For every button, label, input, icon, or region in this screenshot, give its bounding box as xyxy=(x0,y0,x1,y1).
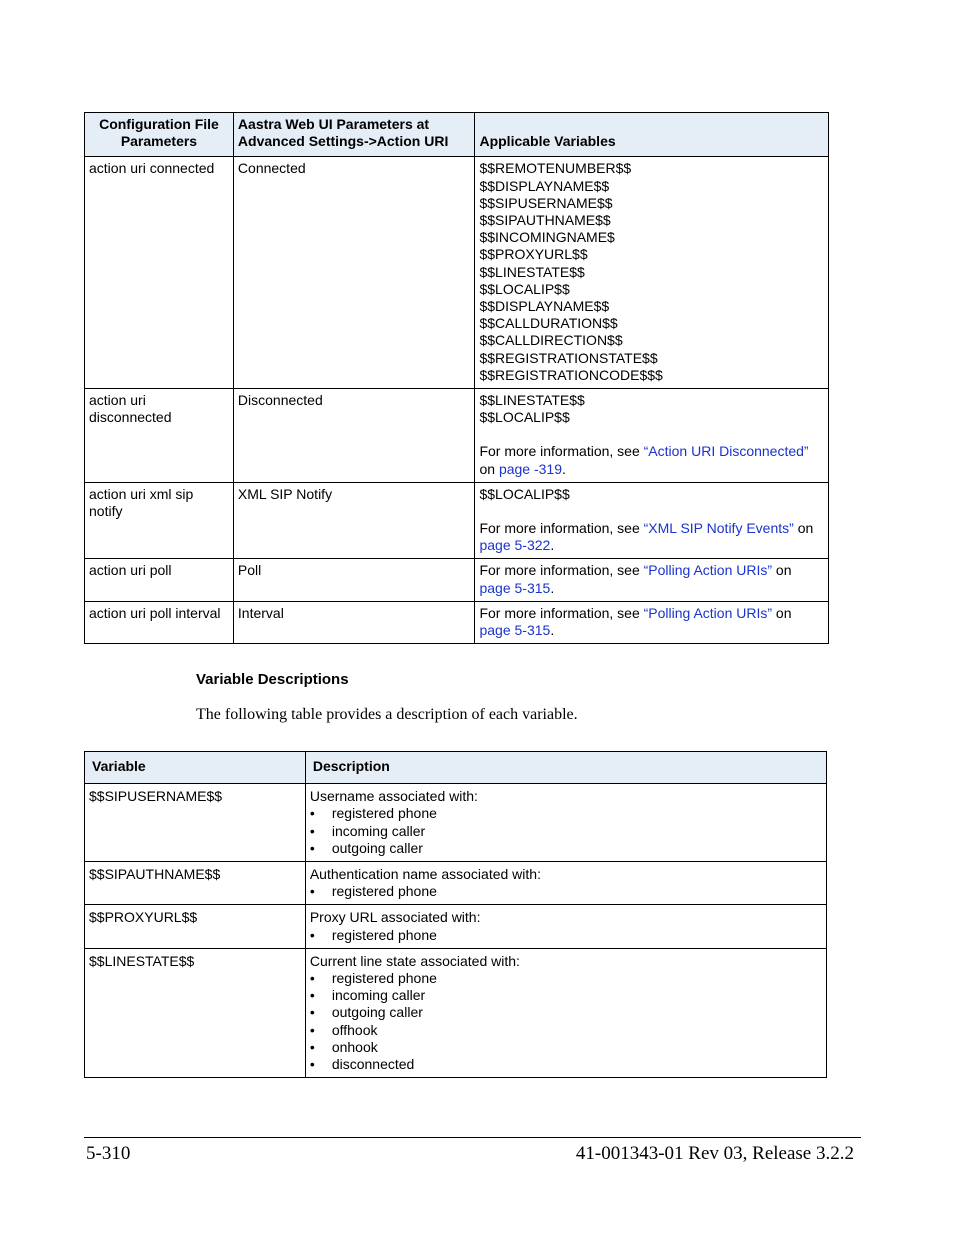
variable-name: $$LOCALIP$$ xyxy=(479,280,570,297)
config-param-cell: action uri connected xyxy=(85,157,234,389)
description-text: Proxy URL associated with: xyxy=(309,909,481,926)
table-row xyxy=(85,389,829,483)
more-info-text xyxy=(479,605,824,639)
more-info-prefix: For more information, see xyxy=(479,520,644,537)
table-header-row xyxy=(85,113,829,157)
applicable-variables-cell xyxy=(475,601,829,643)
config-param-cell: action uri disconnected xyxy=(85,389,234,483)
cross-reference-link[interactable]: “Polling Action URIs” xyxy=(643,562,773,579)
description-cell xyxy=(305,784,826,862)
description-cell xyxy=(305,948,826,1077)
page-reference-link[interactable]: page 5-315 xyxy=(479,579,551,596)
variable-name: $$CALLDIRECTION$$ xyxy=(479,332,623,349)
description-text: Authentication name associated with: xyxy=(309,866,541,883)
bullet-item: • outgoing caller xyxy=(310,1004,822,1021)
page-reference-link[interactable]: page -319 xyxy=(498,460,562,477)
variable-name: $$DISPLAYNAME$$ xyxy=(479,298,610,315)
table-row xyxy=(85,948,827,1077)
applicable-variables-cell xyxy=(475,559,829,601)
variable-name: $$DISPLAYNAME$$ xyxy=(479,177,610,194)
variable-name: $$INCOMINGNAME$ xyxy=(479,229,615,246)
config-param-cell: action uri poll xyxy=(85,559,234,601)
variable-name: $$PROXYURL$$ xyxy=(479,246,588,263)
config-param-cell: action uri poll interval xyxy=(85,601,234,643)
page-reference-link[interactable]: page 5-315 xyxy=(479,622,551,639)
variable-cell: $$PROXYURL$$ xyxy=(85,905,306,948)
variable-name: $$LOCALIP$$ xyxy=(479,485,570,502)
column-header: Description xyxy=(305,752,826,784)
variable-descriptions-table xyxy=(84,751,827,1078)
bullet-item: • incoming caller xyxy=(310,987,822,1004)
spacer xyxy=(479,426,824,443)
variable-name: $$SIPAUTHNAME$$ xyxy=(479,212,611,229)
column-header: Variable xyxy=(85,752,306,784)
applicable-variables-cell xyxy=(475,389,829,483)
bullet-item: • incoming caller xyxy=(310,823,822,840)
more-info-on: on xyxy=(479,460,499,477)
document-id: 41-001343-01 Rev 03, Release 3.2.2 xyxy=(575,1143,854,1164)
table-row xyxy=(85,157,829,389)
bullet-item: • registered phone xyxy=(310,927,822,944)
more-info-prefix: For more information, see xyxy=(479,443,644,460)
more-info-end: . xyxy=(550,537,555,554)
bullet-item: • registered phone xyxy=(310,883,822,900)
footer-divider xyxy=(84,1137,861,1138)
applicable-variables-cell xyxy=(475,157,829,389)
description-cell xyxy=(305,905,826,948)
action-uri-parameters-table xyxy=(84,112,829,644)
page-reference-link[interactable]: page 5-322 xyxy=(479,537,551,554)
column-header: Configuration File Parameters xyxy=(85,113,234,157)
more-info-text xyxy=(479,520,824,554)
table-row xyxy=(85,905,827,948)
spacer xyxy=(479,503,824,520)
variable-cell: $$SIPAUTHNAME$$ xyxy=(85,862,306,905)
webui-param-cell: Interval xyxy=(233,601,475,643)
webui-param-cell: Poll xyxy=(233,559,475,601)
variable-name: $$SIPUSERNAME$$ xyxy=(479,194,613,211)
table-row xyxy=(85,559,829,601)
bullet-item: • registered phone xyxy=(310,805,822,822)
more-info-text xyxy=(479,562,824,596)
more-info-prefix: For more information, see xyxy=(479,604,644,621)
more-info-end: . xyxy=(550,579,555,596)
more-info-end: . xyxy=(562,460,566,477)
webui-param-cell: Disconnected xyxy=(233,389,475,483)
applicable-variables-cell xyxy=(475,482,829,559)
variable-name: $$REGISTRATIONSTATE$$ xyxy=(479,349,658,366)
more-info-end: . xyxy=(550,622,555,639)
more-info-on: on xyxy=(772,604,792,621)
bullet-item: • disconnected xyxy=(310,1056,822,1073)
page-number: 5-310 xyxy=(86,1143,131,1164)
cross-reference-link[interactable]: “XML SIP Notify Events” xyxy=(643,520,794,537)
variable-name: $$LINESTATE$$ xyxy=(479,392,585,409)
variable-cell: $$LINESTATE$$ xyxy=(85,948,306,1077)
more-info-on: on xyxy=(772,562,792,579)
section-heading: Variable Descriptions xyxy=(196,671,349,688)
table-row xyxy=(85,601,829,643)
cross-reference-link[interactable]: “Polling Action URIs” xyxy=(643,604,773,621)
bullet-item: • offhook xyxy=(310,1022,822,1039)
variable-name: $$CALLDURATION$$ xyxy=(479,315,618,332)
variable-name: $$REGISTRATIONCODE$$$ xyxy=(479,366,663,383)
bullet-item: • registered phone xyxy=(310,970,822,987)
cross-reference-link[interactable]: “Action URI Disconnected” xyxy=(643,443,809,460)
webui-param-cell: XML SIP Notify xyxy=(233,482,475,559)
column-header: Applicable Variables xyxy=(475,113,829,157)
bullet-item: • onhook xyxy=(310,1039,822,1056)
config-param-cell: action uri xml sip notify xyxy=(85,482,234,559)
column-header: Aastra Web UI Parameters at Advanced Settings->Action URI xyxy=(233,113,475,157)
description-text: Current line state associated with: xyxy=(309,952,520,969)
intro-paragraph: The following table provides a description of each variable. xyxy=(196,706,578,723)
table-header-row xyxy=(85,752,827,784)
more-info-text xyxy=(479,443,824,477)
variable-cell: $$SIPUSERNAME$$ xyxy=(85,784,306,862)
variable-name: $$REMOTENUMBER$$ xyxy=(479,160,632,177)
bullet-item: • outgoing caller xyxy=(310,840,822,857)
table-row xyxy=(85,784,827,862)
variable-name: $$LOCALIP$$ xyxy=(479,409,570,426)
table-row xyxy=(85,482,829,559)
description-text: Username associated with: xyxy=(309,788,478,805)
description-cell xyxy=(305,862,826,905)
variable-name: $$LINESTATE$$ xyxy=(479,263,585,280)
webui-param-cell: Connected xyxy=(233,157,475,389)
more-info-on: on xyxy=(793,520,814,537)
table-row xyxy=(85,862,827,905)
more-info-prefix: For more information, see xyxy=(479,562,644,579)
